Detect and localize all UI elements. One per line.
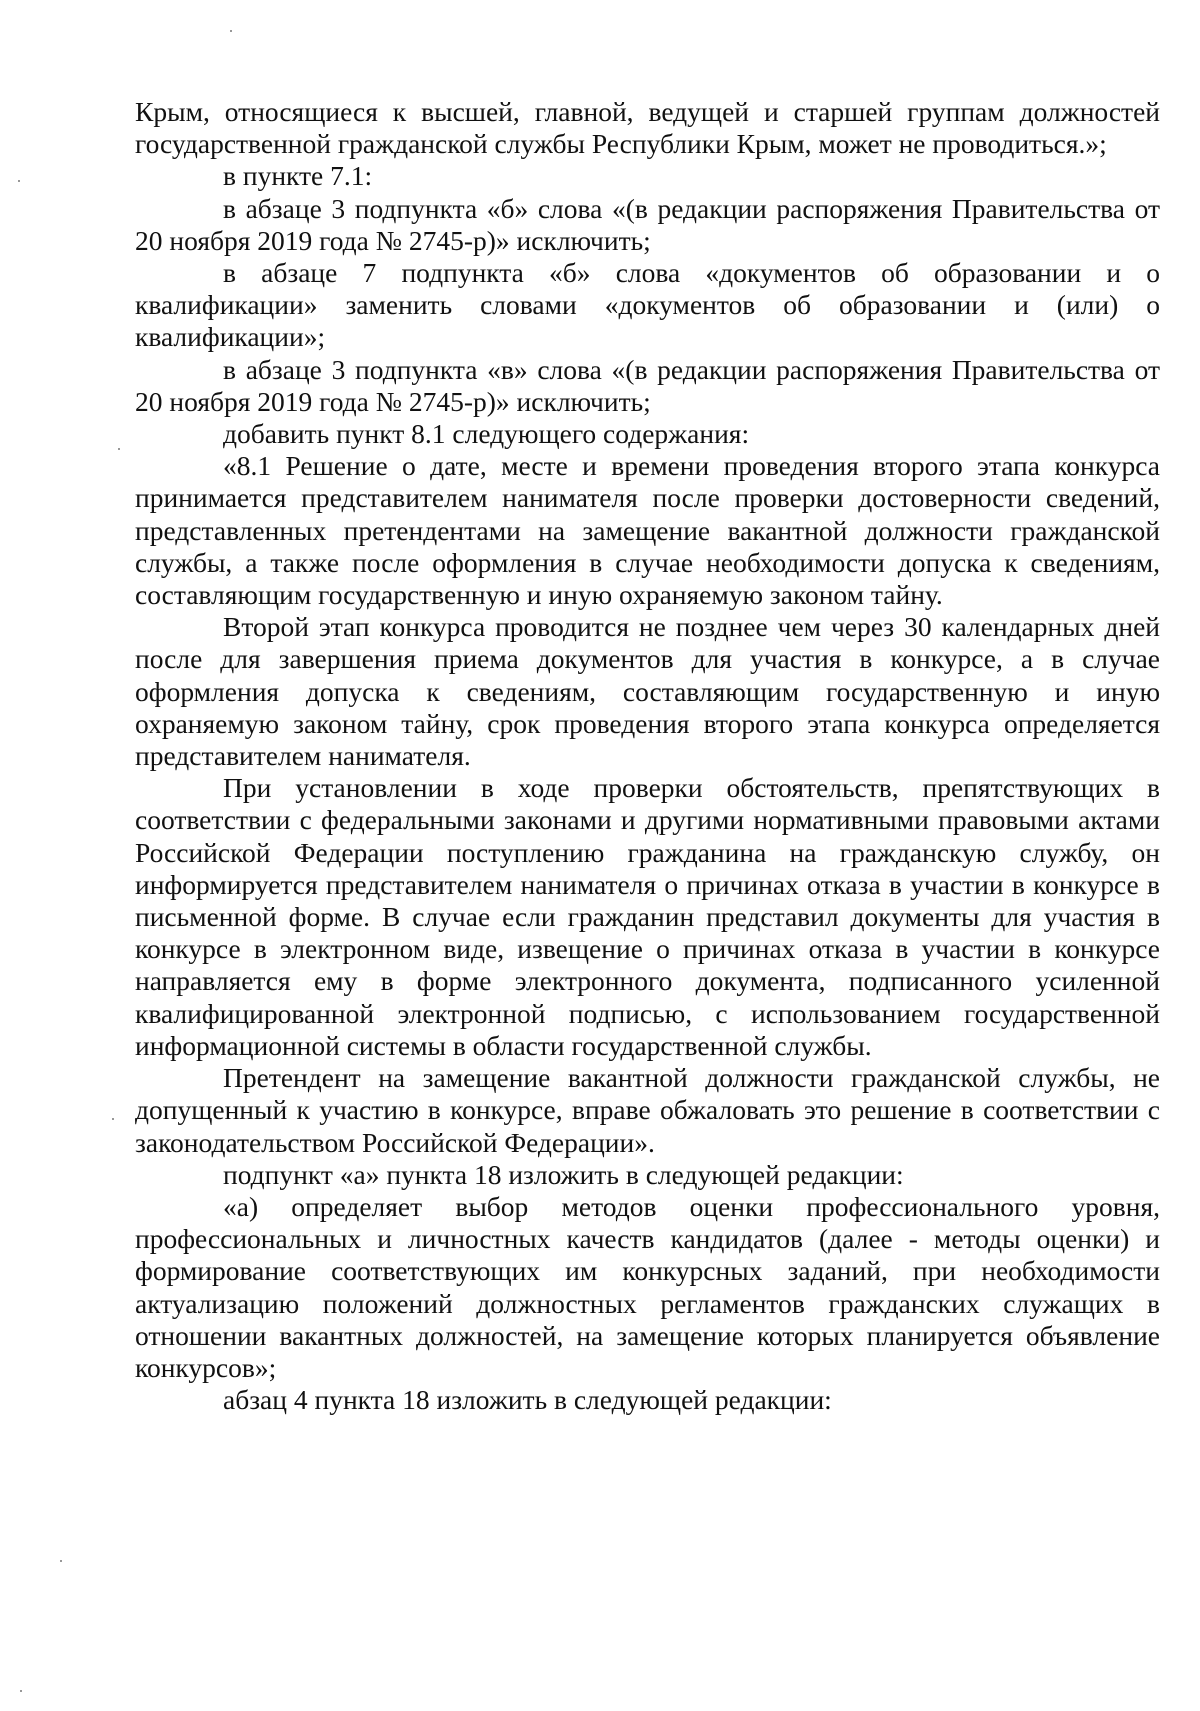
- paragraph-12: «а) определяет выбор методов оценки профессионального уровня, профессиональных и личностных качеств кандидатов (далее - методы оценки) и формирование соответствующих им конкурсных заданий, при необходимости актуализацию положений должностных регламентов гражданских служащих в отношении вакантных должностей, на замещение которых планируется объявление конкурсов»;: [135, 1190, 1160, 1383]
- paragraph-11: подпункт «а» пункта 18 изложить в следующей редакции:: [223, 1158, 904, 1190]
- scan-speck: [60, 1560, 62, 1562]
- document-body: [135, 96, 1160, 1416]
- paragraph-13: абзац 4 пункта 18 изложить в следующей редакции:: [223, 1384, 832, 1416]
- scan-speck: [112, 1118, 114, 1120]
- paragraph-5: в абзаце 3 подпункта «в» слова «(в редакции распоряжения Правительства от 20 ноября 2019 года № 2745-р)» исключить;: [135, 353, 1160, 417]
- paragraph-4: в абзаце 7 подпункта «б» слова «документов об образовании и о квалификации» заменить словами «документов об образовании и (или) о квалификации»;: [135, 257, 1160, 353]
- paragraph-2: в пункте 7.1:: [223, 160, 373, 192]
- paragraph-8: Второй этап конкурса проводится не позднее чем через 30 календарных дней после для завершения приема документов для участия в конкурсе, а в случае оформления допуска к сведениям, составляющим государственную и иную охраняемую законом тайну, срок проведения второго этапа конкурса определяется представителем нанимателя.: [135, 611, 1160, 772]
- scan-speck: [18, 180, 20, 182]
- paragraph-10: Претендент на замещение вакантной должности гражданской службы, не допущенный к участию в конкурсе, вправе обжаловать это решение в соответствии с законодательством Российской Федерации».: [135, 1062, 1160, 1158]
- scan-speck: [20, 1690, 22, 1692]
- paragraph-6: добавить пункт 8.1 следующего содержания:: [223, 418, 750, 450]
- paragraph-3: в абзаце 3 подпункта «б» слова «(в редакции распоряжения Правительства от 20 ноября 2019 года № 2745-р)» исключить;: [135, 192, 1160, 256]
- scan-speck: [118, 448, 120, 450]
- paragraph-1: Крым, относящиеся к высшей, главной, ведущей и старшей группам должностей государственной гражданской службы Республики Крым, может не проводиться.»;: [135, 96, 1160, 160]
- scan-speck: [230, 30, 232, 32]
- paragraph-7: «8.1 Решение о дате, месте и времени проведения второго этапа конкурса принимается представителем нанимателя после проверки достоверности сведений, представленных претендентами на замещение вакантной должности гражданской службы, а также после оформления в случае необходимости допуска к сведениям, составляющим государственную и иную охраняемую законом тайну.: [135, 450, 1160, 611]
- paragraph-9: При установлении в ходе проверки обстоятельств, препятствующих в соответствии с федеральными законами и другими нормативными правовыми актами Российской Федерации поступлению гражданина на гражданскую службу, он информируется представителем нанимателя о причинах отказа в участии в конкурсе в письменной форме. В случае если гражданин представил документы для участия в конкурсе в электронном виде, извещение о причинах отказа в участии в конкурсе направляется ему в форме электронного документа, подписанного усиленной квалифицированной электронной подписью, с использованием государственной информационной системы в области государственной службы.: [135, 772, 1160, 1061]
